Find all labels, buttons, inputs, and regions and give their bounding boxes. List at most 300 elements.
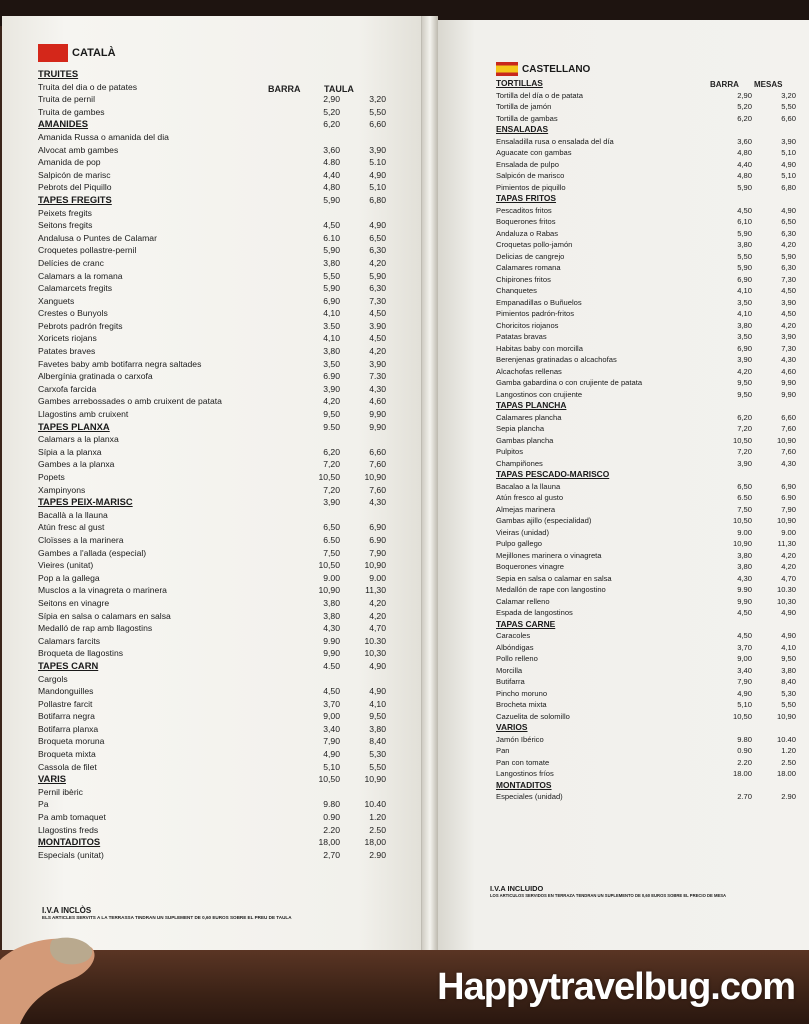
menu-item [38,584,408,597]
menu-section [38,68,408,81]
item-name: Boquerones vinagre [496,562,564,571]
table-price: 5,30 [369,749,386,760]
table-price: 4,90 [369,660,386,671]
menu-item [38,131,408,144]
item-name: Calamares plancha [496,412,562,422]
section-title: TAPES PLANXA [38,420,110,432]
table-price: 6,80 [369,194,386,205]
table-price: 4,90 [369,686,386,697]
section-title: MONTADITOS [496,779,552,790]
iva-notice-es: I.V.A INCLUIDO [490,884,544,893]
item-name: Berenjenas gratinadas o alcachofas [496,355,617,364]
item-name: Popets [38,472,65,482]
table-price: 5,50 [781,700,796,709]
barra-price: 9,50 [737,389,752,399]
barra-price: 6,90 [737,274,752,284]
menu-item [38,219,408,232]
item-name: Favetes baby amb botifarra negra saltades [38,358,202,369]
menu-section [496,193,806,205]
barra-price: 3,80 [323,597,340,608]
item-name: Croquetas pollo-jamón [496,240,573,249]
item-name: Vieiras (unidad) [496,527,550,537]
table-price: 10,90 [364,472,386,482]
table-price: 9,50 [369,711,386,722]
item-name: Pollo relleno [496,654,538,663]
menu-item [38,244,408,257]
section-title: TAPAS FRITOS [496,193,557,203]
barra-price: 4,20 [737,366,752,376]
menu-section [496,619,806,631]
item-name: Sípia en salsa o calamars en salsa [38,610,171,621]
menu-item [38,207,408,220]
table-price: 6,90 [781,481,796,491]
barra-price: 7,20 [737,447,752,456]
menu-item [38,458,408,471]
item-name: Calamars a la romana [38,270,123,281]
item-name: Pan [496,746,510,755]
item-name: Langostinos con crujiente [496,389,583,399]
table-price: 4,20 [369,597,386,608]
menu-item [38,282,408,295]
barra-price: 2,90 [323,94,340,105]
item-name: Broqueta moruna [38,736,105,747]
table-price: 8,40 [781,677,796,686]
barra-price: 4,90 [737,688,752,698]
barra-price: 3,80 [737,320,752,330]
menu-item [38,358,408,371]
table-price: 3,80 [369,723,386,734]
item-name: Truita del dia o de patates [38,81,138,92]
table-price: 5,90 [781,251,796,261]
menu-item [38,370,408,383]
menu-item [38,144,408,157]
table-price: 6,30 [781,263,796,272]
barra-price: 9,90 [323,648,340,659]
item-name: Medallón de rape con langostino [496,585,606,594]
section-title: TAPES FREGITS [38,193,112,205]
item-name: Pebrots padrón fregits [38,320,123,331]
table-price: 11,30 [777,539,796,548]
table-price: 4,50 [781,286,796,295]
barra-price: 2.70 [737,792,752,801]
table-price: 4,20 [781,240,796,249]
item-name: Broqueta de llagostins [38,648,124,659]
menu-item [496,711,806,723]
barra-price: 6,50 [737,481,752,491]
table-price: 5,30 [781,688,796,698]
menu-item [496,343,806,355]
item-name: Alcachofas rellenas [496,366,562,376]
table-price: 4,50 [369,308,386,319]
item-name: Delicias de cangrejo [496,251,565,261]
item-name: Xanguets [38,295,75,306]
barra-price: 10,50 [318,560,340,571]
item-name: Amanida Russa o amanida del dia [38,131,169,142]
item-name: Cazuelita de solomillo [496,711,570,721]
barra-price: 2.20 [323,824,340,835]
barra-price: 5,20 [323,106,340,117]
menu-item [38,521,408,534]
menu-item [496,354,806,366]
barra-price: 4,90 [323,749,340,760]
item-name: Bacalao a la llauna [496,481,561,491]
barra-price: 9,50 [323,409,340,420]
menu-section [38,496,408,509]
item-name: Pimientos de piquillo [496,182,566,192]
catalan-menu-page [2,16,422,950]
table-price: 4,70 [781,573,796,583]
table-price: 5,10 [781,148,796,157]
barra-price: 3,90 [323,497,340,508]
table-price: 4,60 [369,396,386,407]
menu-item [38,635,408,648]
table-price: 8,40 [369,736,386,747]
item-name: Alvocat amb gambes [38,144,119,155]
menu-item [38,320,408,333]
menu-item [38,156,408,169]
table-price: 5.10 [369,157,386,168]
table-price: 7,90 [781,504,796,514]
barra-price: 6.10 [323,232,340,243]
table-price: 4,90 [369,169,386,180]
table-price: 6,60 [369,446,386,457]
barra-price: 7,50 [323,547,340,558]
menu-item [496,653,806,665]
section-title: AMANIDES [38,118,89,130]
menu-item [496,308,806,320]
item-name: Botifarra planxa [38,723,99,734]
item-name: Medalló de rap amb llagostins [38,623,153,634]
menu-item [496,435,806,447]
menu-spine [422,16,438,950]
item-name: Broqueta mixta [38,749,96,760]
menu-item [38,232,408,245]
barra-price: 7,90 [737,677,752,686]
menu-item [496,262,806,274]
table-price: 4,50 [781,309,796,318]
table-price: 7,60 [369,459,386,470]
table-price: 5,50 [369,761,386,772]
barra-price: 4,30 [737,573,752,583]
barra-price: 3,50 [737,332,752,341]
item-name: Patates braves [38,346,96,357]
barra-price: 9,00 [323,711,340,722]
barra-price: 2,70 [323,849,340,860]
table-price: 3,90 [369,144,386,155]
item-name: Mandonguilles [38,686,94,697]
table-price: 4,70 [369,623,386,634]
barra-price: 5,90 [737,228,752,238]
item-name: Calamares romana [496,263,561,272]
menu-section [496,469,806,481]
menu-item [38,572,408,585]
item-name: Empanadillas o Buñuelos [496,297,582,307]
menu-item [38,81,408,94]
barra-price: 9.80 [737,734,752,744]
barra-price: 3,50 [323,358,340,369]
item-name: Musclos a la vinagreta o marinera [38,585,167,596]
menu-item [496,90,806,102]
barra-price: 3,60 [737,136,752,146]
table-price: 7,30 [369,295,386,306]
item-name: Truita de gambes [38,106,105,117]
barra-price: 5,90 [323,283,340,294]
barra-price: 3,70 [737,642,752,652]
menu-item [38,824,408,837]
section-title: TAPAS CARNE [496,618,556,629]
item-name: Chipirones fritos [496,274,551,284]
iva-notice: I.V.A INCLÒS [42,906,92,915]
table-price: 6,30 [369,245,386,256]
table-price: 3,90 [369,358,386,369]
item-name: Gambes a l'allada (especial) [38,547,147,558]
menu-item [38,559,408,572]
barra-price: 4,50 [323,686,340,697]
menu-item [38,332,408,345]
item-name: Cargols [38,673,68,684]
table-price: 3,20 [369,94,386,105]
barra-price: 10,50 [732,516,752,525]
table-price: 2.90 [369,849,386,860]
table-price: 4,20 [369,257,386,268]
barra-price: 4.80 [323,157,340,168]
menu-item [38,181,408,194]
barra-price: 3,80 [323,346,340,357]
menu-item [496,216,806,228]
barra-price: 7,20 [323,484,340,495]
table-price: 3,90 [781,297,796,307]
table-price: 4,20 [369,610,386,621]
catalan-footer [42,906,412,920]
barra-price: 3,40 [737,665,752,675]
table-price: 9.00 [369,572,386,583]
table-price: 4,30 [369,497,386,508]
item-name: Llagostins amb cruixent [38,409,129,420]
item-name: Seitons en vinagre [38,597,110,608]
thumb-holding-menu [0,930,96,1024]
menu-item [496,688,806,700]
menu-item [38,748,408,761]
menu-item [496,297,806,309]
table-price: 9,90 [369,409,386,420]
barra-price: 4,80 [737,171,752,180]
menu-item [496,228,806,240]
item-name: Pa amb tomaquet [38,812,106,823]
table-price: 10.30 [364,635,386,646]
barra-price: 3,80 [737,240,752,249]
item-name: Butifarra [496,677,525,686]
menu-item [38,849,408,862]
menu-item [38,307,408,320]
table-price: 10,30 [776,596,796,606]
item-name: Cassola de filet [38,761,97,772]
menu-item [38,345,408,358]
menu-item [496,607,806,619]
table-price: 6,50 [369,232,386,243]
table-price: 1.20 [781,746,796,755]
menu-item [496,699,806,711]
barra-price: 4.50 [323,660,340,671]
item-name: Boquerones fritos [496,217,556,226]
menu-item [38,433,408,446]
section-title: TAPES PEIX-MARISC [38,496,133,508]
item-name: Amanida de pop [38,157,101,168]
item-name: Gambas plancha [496,435,554,445]
table-price: 4,90 [781,631,796,640]
barra-price: 6,20 [737,412,752,422]
menu-item [38,647,408,660]
table-price: 7,60 [369,484,386,495]
item-name: Calamarcets fregits [38,283,113,294]
table-price: 10,30 [364,648,386,659]
castellano-language-label: CASTELLANO [522,63,591,75]
item-name: Gambes arrebossades o amb cruixent de patata [38,396,222,407]
barra-column-header: BARRA [268,84,301,94]
item-name: Aguacate con gambas [496,148,572,157]
item-name: Crestes o Bunyols [38,308,108,319]
item-name: Pebrots del Piquillo [38,182,112,193]
menu-item [38,597,408,610]
table-price: 5,50 [781,102,796,111]
item-name: Mejillones marinera o vinagreta [496,550,602,560]
barra-price: 3,60 [323,144,340,155]
barra-price: 4,50 [323,220,340,231]
barra-price: 4,10 [737,309,752,318]
table-price: 9.00 [781,527,796,537]
table-price: 2.50 [369,824,386,835]
menu-item [496,366,806,378]
table-price: 7,90 [369,547,386,558]
barra-price: 9.00 [737,527,752,537]
menu-section [496,78,806,90]
table-price: 5,50 [369,106,386,117]
item-name: Morcilla [496,665,523,675]
menu-section [38,836,408,849]
menu-section [496,780,806,792]
menu-item [496,642,806,654]
catalan-menu-list [38,68,408,861]
table-price: 9,90 [781,378,796,387]
table-price: 6,60 [781,412,796,422]
barra-price: 9.80 [323,799,340,810]
barra-price: 18.00 [732,769,752,778]
castellano-menu-page [438,20,809,950]
barra-price: 5,50 [323,270,340,281]
table-price: 4,90 [781,608,796,617]
item-name: Andalusa o Puntes de Calamar [38,232,157,243]
barra-price: 6,20 [323,119,340,130]
menu-item [496,492,806,504]
menu-item [496,791,806,803]
menu-item [496,159,806,171]
barra-price: 5,50 [737,251,752,261]
item-name: Pernil ibèric [38,786,83,797]
catalan-flag-icon [38,44,68,62]
menu-item [38,610,408,623]
table-price: 7,60 [781,424,796,433]
item-name: Croquetes pollastre-pernil [38,245,137,256]
item-name: Albergínia gratinada o carxofa [38,371,153,382]
barra-price: 4,50 [737,608,752,617]
barra-price: 3,80 [737,562,752,571]
menu-item [38,723,408,736]
item-name: Gambes a la planxa [38,459,115,470]
menu-item [38,710,408,723]
menu-section [38,194,408,207]
castellano-menu-list [496,78,806,803]
barra-price: 4,10 [323,308,340,319]
item-name: Pollastre farcit [38,698,93,709]
barra-price: 6,50 [323,522,340,533]
item-name: Pincho moruno [496,688,548,698]
table-price: 5,10 [369,182,386,193]
barra-price: 4,20 [323,396,340,407]
item-name: Xampinyons [38,484,86,495]
table-price: 4,30 [369,383,386,394]
item-name: Sepia plancha [496,424,545,433]
item-name: Xoricets riojans [38,333,97,344]
table-price: 6,50 [781,217,796,226]
item-name: Delícies de cranc [38,257,104,268]
barra-price: 2.20 [737,757,752,767]
table-price: 4,90 [781,205,796,215]
barra-price: 10,90 [318,585,340,596]
barra-price: 5,10 [323,761,340,772]
item-name: Peixets fregits [38,207,92,218]
menu-item [38,471,408,484]
menu-item [496,136,806,148]
menu-item [496,113,806,125]
item-name: Almejas marinera [496,504,556,514]
table-price: 3,20 [781,90,796,100]
barra-price: 4,40 [323,169,340,180]
table-price: 11,30 [365,585,386,596]
item-name: Bacallà a la llauna [38,509,108,520]
section-title: TORTILLAS [496,78,543,88]
barra-price: 6,90 [737,343,752,353]
barra-price: 4,80 [737,148,752,157]
barra-price: 4,50 [737,631,752,640]
table-price: 7,30 [781,274,796,284]
section-title: VARIS [38,773,66,785]
item-name: Pa [38,799,49,810]
item-name: Calamars farcits [38,635,101,646]
table-price: 10.40 [776,734,796,744]
barra-price: 7,90 [323,736,340,747]
table-price: 4,90 [369,220,386,231]
menu-item [496,182,806,194]
menu-item [496,504,806,516]
barra-price: 7,20 [323,459,340,470]
item-name: Salpicón de marisco [496,171,565,180]
menu-item [38,534,408,547]
menu-item [496,170,806,182]
item-name: Carxofa farcida [38,383,97,394]
menu-item [496,412,806,424]
menu-item [38,257,408,270]
section-title: ENSALADAS [496,124,549,134]
barra-price: 4,10 [323,333,340,344]
table-price: 2.90 [781,792,796,801]
table-price: 6,80 [781,182,796,192]
menu-item [496,458,806,470]
item-name: Pop a la gallega [38,572,100,583]
barra-price: 2,90 [737,90,752,100]
item-name: Ensalada de pulpo [496,159,559,169]
item-name: Truita de pernil [38,94,96,105]
menu-item [38,673,408,686]
barra-price: 6,20 [737,113,752,123]
